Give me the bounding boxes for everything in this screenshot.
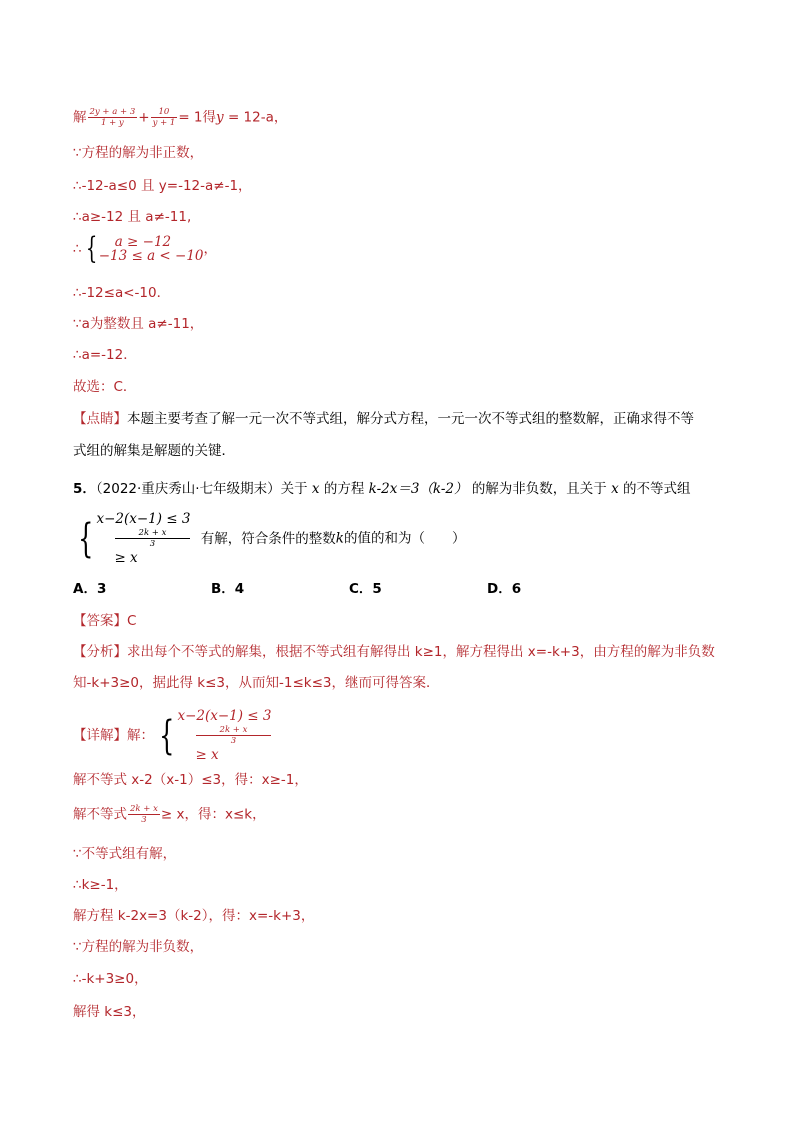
line-rest: = 12-a， bbox=[223, 109, 288, 126]
brace-icon: { bbox=[78, 515, 94, 562]
remark-line-2: 式组的解集是解题的关键． bbox=[73, 443, 235, 459]
detail-header: 【详解】解： { x−2(x−1) ≤ 3 2k + x 3 ≥ x bbox=[73, 708, 272, 763]
remark-text: 本题主要考查了解一元一次不等式组，解分式方程，一元一次不等式组的整数解，正确求得不等 bbox=[127, 411, 694, 427]
solution-line-6: ∴-12≤a<-10． bbox=[73, 285, 171, 301]
inequality-system: { a ≥ −12 −13 ≤ a < −10 bbox=[85, 231, 204, 266]
detail-line-6: ∵方程的解为非负数， bbox=[73, 939, 204, 955]
choice-d[interactable]: D．6 bbox=[487, 581, 522, 597]
detail-inequality-system: { x−2(x−1) ≤ 3 2k + x 3 ≥ x bbox=[159, 708, 272, 763]
choice-c[interactable]: C．5 bbox=[349, 581, 382, 597]
analysis-tag: 【分析】 bbox=[73, 644, 127, 660]
therefore-symbol: ∴ bbox=[73, 241, 82, 257]
remark-tag: 【点睛】 bbox=[73, 411, 127, 427]
analysis-line-1: 【分析】求出每个不等式的解集，根据不等式组有解得出 k≥1，解方程得出 x=-k+3，由方程的解为非负数 bbox=[73, 644, 715, 660]
solution-line-7: ∵a为整数且 a≠-11， bbox=[73, 316, 204, 332]
choices-row bbox=[73, 579, 625, 599]
analysis-line-2: 知-k+3≥0，据此得 k≤3，从而知-1≤k≤3，继而可得答案． bbox=[73, 675, 440, 691]
brace-icon: { bbox=[159, 712, 175, 759]
detail-line-4: ∴k≥-1， bbox=[73, 877, 128, 893]
fraction-1: $\frac{2y + a + 3}{1 + y}$ bbox=[89, 107, 136, 128]
detail-fraction: $\frac{2k + x}{3}$ bbox=[130, 804, 158, 825]
var-y: y bbox=[216, 109, 224, 126]
detail-line-3: ∵不等式组有解， bbox=[73, 846, 177, 862]
problem-system-line: { x−2(x−1) ≤ 3 2k + x 3 ≥ x 有解，符合条件的整数k的值的和为（ ） bbox=[73, 510, 465, 567]
problem-number: 5． bbox=[73, 481, 96, 497]
solution-line-8: ∴a=-12． bbox=[73, 347, 137, 363]
solution-line-1 bbox=[73, 107, 287, 128]
detail-line-2: 解不等式 $\frac{2k + x}{3}$ ≥ x，得：x≤k， bbox=[73, 804, 266, 825]
plus-sign: + bbox=[138, 109, 150, 126]
solution-line-4: ∴a≥-12 且 a≠-11, bbox=[73, 209, 192, 225]
solution-line-9: 故选：C． bbox=[73, 379, 137, 395]
choice-a[interactable]: A．3 bbox=[73, 581, 107, 597]
detail-line-8: 解得 k≤3， bbox=[73, 1004, 146, 1020]
answer-line bbox=[73, 611, 136, 631]
remark-line-1 bbox=[73, 409, 694, 429]
solution-line-5: ∴ { a ≥ −12 −13 ≤ a < −10 ， bbox=[73, 231, 218, 266]
problem-inequality-system: { x−2(x−1) ≤ 3 2k + x 3 ≥ x bbox=[78, 511, 191, 566]
line-prefix: 解 bbox=[73, 109, 87, 126]
detail-tag: 【详解】 bbox=[73, 727, 127, 744]
equals-text: = 1得 bbox=[178, 109, 217, 126]
problem-source: （2022·重庆秀山·七年级期末） bbox=[95, 481, 281, 497]
solution-line-3: ∴-12-a≤0 且 y=-12-a≠-1， bbox=[73, 178, 252, 194]
answer-value: C bbox=[127, 613, 137, 629]
answer-tag: 【答案】 bbox=[73, 613, 127, 629]
detail-line-7: ∴-k+3≥0， bbox=[73, 971, 148, 987]
choice-b[interactable]: B．4 bbox=[211, 581, 245, 597]
solution-line-2: ∵方程的解为非正数， bbox=[73, 145, 204, 161]
fraction-2: $\frac{10}{y + 1}$ bbox=[152, 107, 176, 128]
detail-line-5: 解方程 k-2x=3（k-2），得：x=-k+3， bbox=[73, 908, 315, 924]
problem-equation: k-2x＝3（k-2） bbox=[368, 481, 468, 497]
detail-line-1: 解不等式 x-2（x-1）≤3，得：x≥-1， bbox=[73, 772, 308, 788]
problem-stem: 5．（2022·重庆秀山·七年级期末）关于 x 的方程 k-2x＝3（k-2） 的解为非负数，且关于 x 的不等式组 bbox=[73, 481, 691, 497]
brace-icon: { bbox=[85, 231, 97, 266]
